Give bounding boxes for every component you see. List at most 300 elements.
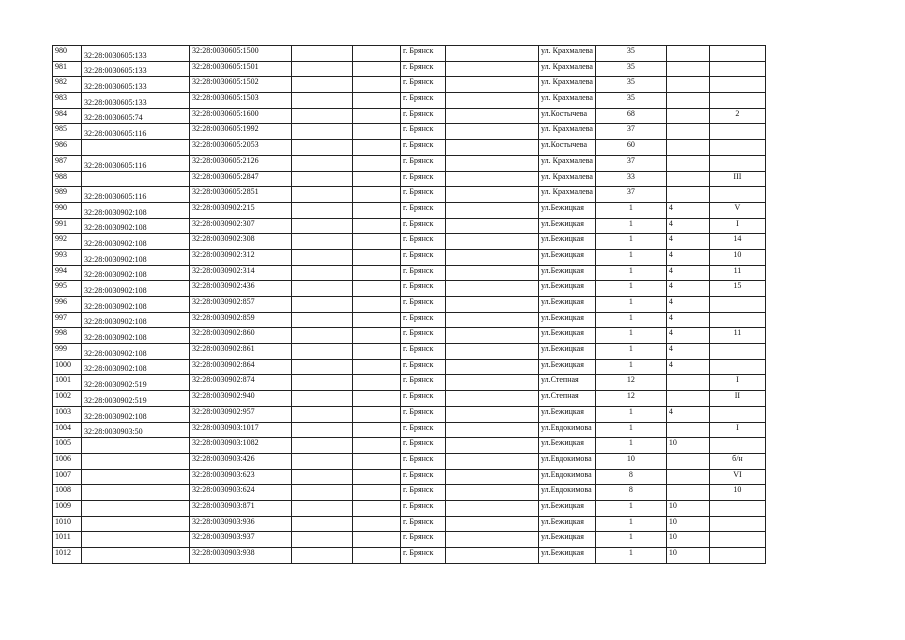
premises-number-cell (709, 93, 765, 109)
parent-cadastral-number-cell: 32:28:0030605:133 (82, 46, 190, 62)
city-cell: г. Брянск (401, 108, 446, 124)
empty-cell (446, 469, 539, 485)
empty-cell (292, 375, 353, 391)
cadastral-number-cell: 32:28:0030902:957 (190, 406, 292, 422)
parent-cadastral-number-cell (82, 453, 190, 469)
cadastral-number-cell: 32:28:0030902:857 (190, 297, 292, 313)
city-cell: г. Брянск (401, 500, 446, 516)
record-number-cell: 1006 (53, 453, 82, 469)
empty-cell (446, 312, 539, 328)
city-cell: г. Брянск (401, 485, 446, 501)
empty-cell (292, 297, 353, 313)
city-cell: г. Брянск (401, 469, 446, 485)
table-row (53, 46, 766, 62)
premises-number-cell (709, 406, 765, 422)
street-cell: ул.Бежицкая (539, 438, 596, 454)
empty-cell (353, 297, 401, 313)
empty-cell (292, 265, 353, 281)
table-row (53, 297, 766, 313)
cadastral-number-cell: 32:28:0030902:940 (190, 391, 292, 407)
empty-cell (446, 140, 539, 156)
table-row (53, 453, 766, 469)
city-cell: г. Брянск (401, 77, 446, 93)
premises-number-cell: б/н (709, 453, 765, 469)
cadastral-number-cell: 32:28:0030902:864 (190, 359, 292, 375)
cadastral-number-cell: 32:28:0030903:938 (190, 548, 292, 564)
city-cell: г. Брянск (401, 516, 446, 532)
table-row (53, 312, 766, 328)
cadastral-number-cell: 32:28:0030605:1502 (190, 77, 292, 93)
building-number-cell: 4 (666, 202, 709, 218)
record-number-cell: 983 (53, 93, 82, 109)
empty-cell (353, 61, 401, 77)
premises-number-cell (709, 359, 765, 375)
street-cell: ул.Бежицкая (539, 234, 596, 250)
empty-cell (353, 532, 401, 548)
street-cell: ул. Крахмалева (539, 171, 596, 187)
record-number-cell: 1004 (53, 422, 82, 438)
empty-cell (353, 108, 401, 124)
house-number-cell: 1 (595, 281, 666, 297)
parent-cadastral-number-cell: 32:28:0030605:116 (82, 124, 190, 140)
empty-cell (446, 422, 539, 438)
cadastral-number-cell: 32:28:0030605:1501 (190, 61, 292, 77)
parent-cadastral-number-cell: 32:28:0030902:108 (82, 328, 190, 344)
empty-cell (292, 548, 353, 564)
cadastral-number-cell: 32:28:0030605:2053 (190, 140, 292, 156)
cadastral-number-cell: 32:28:0030902:874 (190, 375, 292, 391)
city-cell: г. Брянск (401, 46, 446, 62)
street-cell: ул.Бежицкая (539, 218, 596, 234)
premises-number-cell: 15 (709, 281, 765, 297)
empty-cell (292, 422, 353, 438)
street-cell: ул.Бежицкая (539, 516, 596, 532)
premises-number-cell (709, 312, 765, 328)
parent-cadastral-number-cell (82, 171, 190, 187)
street-cell: ул.Бежицкая (539, 532, 596, 548)
cadastral-number-cell: 32:28:0030903:937 (190, 532, 292, 548)
street-cell: ул. Крахмалева (539, 77, 596, 93)
parent-cadastral-number-cell (82, 438, 190, 454)
empty-cell (292, 312, 353, 328)
record-number-cell: 1010 (53, 516, 82, 532)
parent-cadastral-number-cell: 32:28:0030902:108 (82, 249, 190, 265)
empty-cell (353, 281, 401, 297)
record-number-cell: 995 (53, 281, 82, 297)
premises-number-cell: 2 (709, 108, 765, 124)
house-number-cell: 1 (595, 532, 666, 548)
empty-cell (353, 93, 401, 109)
parent-cadastral-number-cell: 32:28:0030902:519 (82, 375, 190, 391)
house-number-cell: 35 (595, 46, 666, 62)
cadastral-number-cell: 32:28:0030902:314 (190, 265, 292, 281)
building-number-cell (666, 108, 709, 124)
building-number-cell (666, 93, 709, 109)
empty-cell (353, 500, 401, 516)
empty-cell (353, 516, 401, 532)
record-number-cell: 1009 (53, 500, 82, 516)
empty-cell (353, 453, 401, 469)
empty-cell (446, 93, 539, 109)
street-cell: ул.Бежицкая (539, 312, 596, 328)
empty-cell (292, 438, 353, 454)
premises-number-cell (709, 548, 765, 564)
empty-cell (292, 359, 353, 375)
house-number-cell: 1 (595, 422, 666, 438)
street-cell: ул.Бежицкая (539, 359, 596, 375)
empty-cell (446, 548, 539, 564)
empty-cell (446, 328, 539, 344)
empty-cell (446, 218, 539, 234)
house-number-cell: 33 (595, 171, 666, 187)
record-number-cell: 984 (53, 108, 82, 124)
building-number-cell: 10 (666, 500, 709, 516)
city-cell: г. Брянск (401, 124, 446, 140)
premises-number-cell (709, 46, 765, 62)
empty-cell (446, 61, 539, 77)
empty-cell (353, 171, 401, 187)
building-number-cell (666, 140, 709, 156)
record-number-cell: 1011 (53, 532, 82, 548)
empty-cell (353, 485, 401, 501)
empty-cell (292, 344, 353, 360)
record-number-cell: 1005 (53, 438, 82, 454)
parent-cadastral-number-cell (82, 485, 190, 501)
city-cell: г. Брянск (401, 61, 446, 77)
empty-cell (446, 344, 539, 360)
premises-number-cell: I (709, 218, 765, 234)
house-number-cell: 12 (595, 391, 666, 407)
empty-cell (353, 406, 401, 422)
table-row (53, 391, 766, 407)
record-number-cell: 986 (53, 140, 82, 156)
parent-cadastral-number-cell (82, 532, 190, 548)
premises-number-cell: 10 (709, 249, 765, 265)
street-cell: ул.Евдокимова (539, 422, 596, 438)
building-number-cell (666, 391, 709, 407)
building-number-cell: 10 (666, 548, 709, 564)
city-cell: г. Брянск (401, 202, 446, 218)
empty-cell (353, 140, 401, 156)
parent-cadastral-number-cell: 32:28:0030902:108 (82, 281, 190, 297)
record-number-cell: 982 (53, 77, 82, 93)
empty-cell (292, 406, 353, 422)
street-cell: ул.Бежицкая (539, 548, 596, 564)
empty-cell (446, 187, 539, 203)
premises-number-cell (709, 140, 765, 156)
cadastral-number-cell: 32:28:0030902:215 (190, 202, 292, 218)
record-number-cell: 990 (53, 202, 82, 218)
empty-cell (292, 500, 353, 516)
parent-cadastral-number-cell: 32:28:0030902:108 (82, 297, 190, 313)
house-number-cell: 1 (595, 500, 666, 516)
empty-cell (446, 406, 539, 422)
building-number-cell (666, 155, 709, 171)
empty-cell (353, 234, 401, 250)
premises-number-cell: 11 (709, 265, 765, 281)
empty-cell (446, 77, 539, 93)
building-number-cell (666, 485, 709, 501)
house-number-cell: 68 (595, 108, 666, 124)
empty-cell (292, 77, 353, 93)
table-row (53, 406, 766, 422)
empty-cell (446, 202, 539, 218)
cadastral-number-cell: 32:28:0030903:624 (190, 485, 292, 501)
record-number-cell: 980 (53, 46, 82, 62)
table-row (53, 500, 766, 516)
empty-cell (353, 77, 401, 93)
record-number-cell: 993 (53, 249, 82, 265)
table-row (53, 249, 766, 265)
cadastral-number-cell: 32:28:0030902:859 (190, 312, 292, 328)
record-number-cell: 989 (53, 187, 82, 203)
house-number-cell: 1 (595, 265, 666, 281)
empty-cell (353, 46, 401, 62)
city-cell: г. Брянск (401, 438, 446, 454)
premises-number-cell: V (709, 202, 765, 218)
empty-cell (292, 516, 353, 532)
empty-cell (446, 234, 539, 250)
empty-cell (353, 124, 401, 140)
city-cell: г. Брянск (401, 548, 446, 564)
building-number-cell: 10 (666, 516, 709, 532)
property-register-table (52, 45, 766, 564)
premises-number-cell: III (709, 171, 765, 187)
building-number-cell: 4 (666, 406, 709, 422)
premises-number-cell: 10 (709, 485, 765, 501)
building-number-cell: 4 (666, 218, 709, 234)
premises-number-cell (709, 297, 765, 313)
record-number-cell: 997 (53, 312, 82, 328)
house-number-cell: 1 (595, 328, 666, 344)
street-cell: ул.Евдокимова (539, 469, 596, 485)
house-number-cell: 12 (595, 375, 666, 391)
empty-cell (353, 312, 401, 328)
record-number-cell: 1012 (53, 548, 82, 564)
empty-cell (292, 328, 353, 344)
record-number-cell: 994 (53, 265, 82, 281)
record-number-cell: 1001 (53, 375, 82, 391)
cadastral-number-cell: 32:28:0030902:312 (190, 249, 292, 265)
table-row (53, 438, 766, 454)
empty-cell (292, 249, 353, 265)
cadastral-number-cell: 32:28:0030903:1017 (190, 422, 292, 438)
city-cell: г. Брянск (401, 171, 446, 187)
table-row (53, 108, 766, 124)
street-cell: ул.Бежицкая (539, 202, 596, 218)
table-row (53, 234, 766, 250)
table-row (53, 281, 766, 297)
cadastral-number-cell: 32:28:0030605:1503 (190, 93, 292, 109)
city-cell: г. Брянск (401, 297, 446, 313)
empty-cell (292, 485, 353, 501)
record-number-cell: 996 (53, 297, 82, 313)
table-row (53, 328, 766, 344)
cadastral-number-cell: 32:28:0030605:1600 (190, 108, 292, 124)
parent-cadastral-number-cell: 32:28:0030605:116 (82, 155, 190, 171)
parent-cadastral-number-cell: 32:28:0030605:133 (82, 61, 190, 77)
premises-number-cell: I (709, 422, 765, 438)
empty-cell (446, 485, 539, 501)
parent-cadastral-number-cell: 32:28:0030605:74 (82, 108, 190, 124)
record-number-cell: 1002 (53, 391, 82, 407)
house-number-cell: 10 (595, 453, 666, 469)
premises-number-cell (709, 61, 765, 77)
table-row (53, 344, 766, 360)
building-number-cell: 4 (666, 249, 709, 265)
parent-cadastral-number-cell: 32:28:0030902:519 (82, 391, 190, 407)
street-cell: ул. Крахмалева (539, 46, 596, 62)
empty-cell (446, 359, 539, 375)
parent-cadastral-number-cell: 32:28:0030605:133 (82, 77, 190, 93)
street-cell: ул.Бежицкая (539, 406, 596, 422)
empty-cell (446, 249, 539, 265)
building-number-cell (666, 171, 709, 187)
parent-cadastral-number-cell (82, 548, 190, 564)
city-cell: г. Брянск (401, 406, 446, 422)
table-row (53, 77, 766, 93)
building-number-cell (666, 46, 709, 62)
empty-cell (446, 500, 539, 516)
house-number-cell: 35 (595, 61, 666, 77)
empty-cell (353, 344, 401, 360)
building-number-cell (666, 422, 709, 438)
parent-cadastral-number-cell: 32:28:0030902:108 (82, 344, 190, 360)
building-number-cell (666, 375, 709, 391)
building-number-cell: 4 (666, 328, 709, 344)
empty-cell (292, 108, 353, 124)
premises-number-cell (709, 438, 765, 454)
empty-cell (446, 516, 539, 532)
empty-cell (353, 155, 401, 171)
building-number-cell: 4 (666, 281, 709, 297)
city-cell: г. Брянск (401, 422, 446, 438)
city-cell: г. Брянск (401, 187, 446, 203)
empty-cell (292, 93, 353, 109)
table-row (53, 218, 766, 234)
parent-cadastral-number-cell: 32:28:0030902:108 (82, 202, 190, 218)
table-row (53, 422, 766, 438)
house-number-cell: 1 (595, 406, 666, 422)
empty-cell (292, 46, 353, 62)
empty-cell (353, 375, 401, 391)
building-number-cell: 4 (666, 234, 709, 250)
table-row (53, 171, 766, 187)
building-number-cell (666, 77, 709, 93)
parent-cadastral-number-cell (82, 500, 190, 516)
street-cell: ул.Бежицкая (539, 281, 596, 297)
table-row (53, 469, 766, 485)
empty-cell (292, 391, 353, 407)
empty-cell (292, 202, 353, 218)
empty-cell (446, 171, 539, 187)
premises-number-cell (709, 532, 765, 548)
table-row (53, 93, 766, 109)
empty-cell (292, 124, 353, 140)
house-number-cell: 8 (595, 469, 666, 485)
table-row (53, 532, 766, 548)
empty-cell (292, 171, 353, 187)
empty-cell (292, 187, 353, 203)
record-number-cell: 999 (53, 344, 82, 360)
building-number-cell: 4 (666, 265, 709, 281)
premises-number-cell: II (709, 391, 765, 407)
empty-cell (292, 61, 353, 77)
street-cell: ул.Бежицкая (539, 344, 596, 360)
empty-cell (446, 391, 539, 407)
house-number-cell: 37 (595, 155, 666, 171)
parent-cadastral-number-cell: 32:28:0030902:108 (82, 406, 190, 422)
cadastral-number-cell: 32:28:0030903:623 (190, 469, 292, 485)
house-number-cell: 1 (595, 202, 666, 218)
table-row (53, 140, 766, 156)
parent-cadastral-number-cell (82, 140, 190, 156)
cadastral-number-cell: 32:28:0030902:307 (190, 218, 292, 234)
table-row (53, 359, 766, 375)
house-number-cell: 1 (595, 548, 666, 564)
record-number-cell: 1007 (53, 469, 82, 485)
empty-cell (292, 234, 353, 250)
building-number-cell (666, 469, 709, 485)
parent-cadastral-number-cell: 32:28:0030902:108 (82, 359, 190, 375)
house-number-cell: 1 (595, 312, 666, 328)
city-cell: г. Брянск (401, 375, 446, 391)
building-number-cell (666, 61, 709, 77)
parent-cadastral-number-cell: 32:28:0030903:50 (82, 422, 190, 438)
empty-cell (446, 265, 539, 281)
city-cell: г. Брянск (401, 234, 446, 250)
table-row (53, 61, 766, 77)
empty-cell (446, 155, 539, 171)
house-number-cell: 35 (595, 93, 666, 109)
premises-number-cell (709, 155, 765, 171)
building-number-cell (666, 124, 709, 140)
street-cell: ул. Крахмалева (539, 61, 596, 77)
street-cell: ул.Евдокимова (539, 485, 596, 501)
street-cell: ул. Крахмалева (539, 187, 596, 203)
empty-cell (446, 297, 539, 313)
premises-number-cell (709, 344, 765, 360)
cadastral-number-cell: 32:28:0030902:308 (190, 234, 292, 250)
empty-cell (446, 532, 539, 548)
empty-cell (353, 391, 401, 407)
parent-cadastral-number-cell: 32:28:0030605:116 (82, 187, 190, 203)
table-row (53, 548, 766, 564)
premises-number-cell: 14 (709, 234, 765, 250)
parent-cadastral-number-cell: 32:28:0030902:108 (82, 218, 190, 234)
street-cell: ул.Бежицкая (539, 500, 596, 516)
record-number-cell: 1003 (53, 406, 82, 422)
parent-cadastral-number-cell: 32:28:0030902:108 (82, 234, 190, 250)
street-cell: ул.Евдокимова (539, 453, 596, 469)
street-cell: ул. Крахмалева (539, 124, 596, 140)
empty-cell (353, 202, 401, 218)
empty-cell (446, 124, 539, 140)
empty-cell (292, 140, 353, 156)
building-number-cell (666, 453, 709, 469)
record-number-cell: 1008 (53, 485, 82, 501)
table-row (53, 202, 766, 218)
empty-cell (353, 249, 401, 265)
city-cell: г. Брянск (401, 344, 446, 360)
cadastral-number-cell: 32:28:0030903:1082 (190, 438, 292, 454)
cadastral-number-cell: 32:28:0030903:426 (190, 453, 292, 469)
empty-cell (353, 218, 401, 234)
cadastral-number-cell: 32:28:0030605:1500 (190, 46, 292, 62)
house-number-cell: 1 (595, 234, 666, 250)
table-row (53, 124, 766, 140)
record-number-cell: 985 (53, 124, 82, 140)
